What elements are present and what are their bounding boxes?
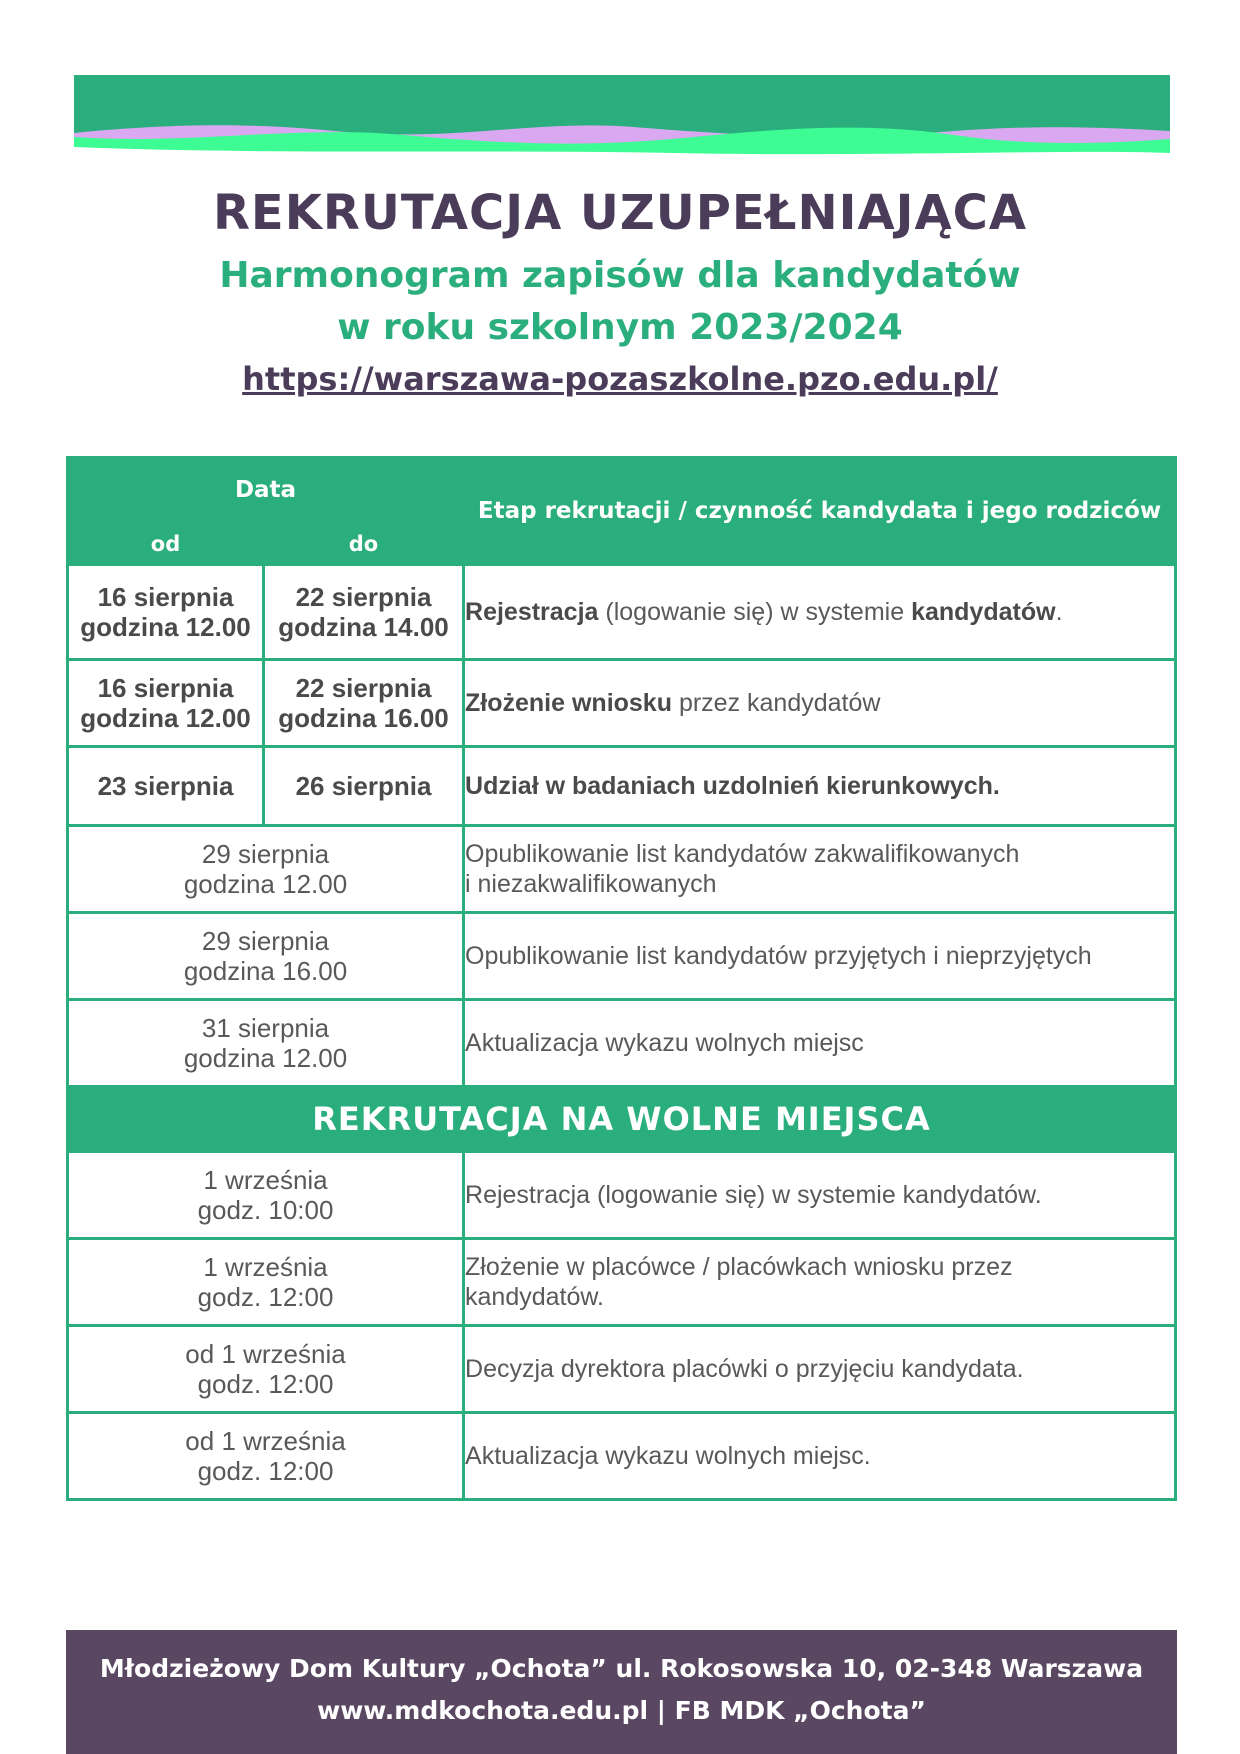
date-time: godzina 16.00 [183, 956, 348, 986]
desc-line: Złożenie w placówce / placówkach wniosku przez [465, 1253, 1013, 1281]
date-day: 23 sierpnia [97, 771, 234, 801]
desc-text: . [1055, 598, 1063, 626]
date-to [264, 747, 464, 826]
desc-line: Opublikowanie list kandydatów zakwalifikowanych [465, 840, 1020, 868]
date-time: godz. 12:00 [197, 1282, 334, 1312]
date-cell [68, 1239, 464, 1326]
registration-url [0, 360, 1240, 398]
subtitle-line-1: Harmonogram zapisów dla kandydatów [219, 255, 1021, 296]
desc-bold: Rejestracja [465, 598, 599, 626]
date-cell [68, 1000, 464, 1087]
date-time: godzina 12.00 [80, 703, 251, 733]
date-time: godz. 10:00 [197, 1195, 334, 1225]
desc-text: (logowanie się) w systemie [598, 598, 912, 626]
header-od: od [68, 523, 264, 565]
date-day: 29 sierpnia [201, 839, 330, 869]
date-time: godzina 16.00 [278, 703, 449, 733]
desc-line: kandydatów. [465, 1283, 605, 1311]
table-row [68, 747, 1176, 826]
schedule-table [66, 456, 1177, 1501]
date-to [264, 660, 464, 747]
desc-bold: Udział w badaniach uzdolnień kierunkowych. [465, 772, 1000, 800]
stage-description [464, 1413, 1176, 1500]
table-row [68, 660, 1176, 747]
stage-description [464, 826, 1176, 913]
stage-description [464, 1239, 1176, 1326]
date-time: godzina 14.00 [278, 612, 449, 642]
date-cell [68, 1326, 464, 1413]
page-subtitle [0, 250, 1240, 354]
stage-description [464, 1000, 1176, 1087]
desc-line: Rejestracja (logowanie się) w systemie kandydatów. [465, 1181, 1042, 1209]
date-time: godz. 12:00 [197, 1456, 334, 1486]
date-day: od 1 września [185, 1339, 346, 1369]
desc-line: Aktualizacja wykazu wolnych miejsc [465, 1029, 864, 1057]
date-day: 26 sierpnia [295, 771, 432, 801]
date-day: od 1 września [185, 1426, 346, 1456]
stage-description [464, 565, 1176, 660]
date-time: godz. 12:00 [197, 1369, 334, 1399]
stage-description [464, 1326, 1176, 1413]
date-cell [68, 1413, 464, 1500]
table-row [68, 1326, 1176, 1413]
subtitle-line-2: w roku szkolnym 2023/2024 [337, 307, 903, 348]
footer-website: www.mdkochota.edu.pl | FB MDK „Ochota” [317, 1696, 926, 1725]
page-title: REKRUTACJA UZUPEŁNIAJĄCA [212, 185, 1028, 241]
date-cell [68, 913, 464, 1000]
date-from [68, 747, 264, 826]
date-time: godzina 12.00 [80, 612, 251, 642]
desc-line: Aktualizacja wykazu wolnych miejsc. [465, 1442, 871, 1470]
header-stage: Etap rekrutacji / czynność kandydata i jego rodziców [464, 458, 1176, 565]
table-row [68, 1000, 1176, 1087]
table-row [68, 1413, 1176, 1500]
desc-bold: kandydatów [911, 598, 1056, 626]
registration-link[interactable]: https://warszawa-pozaszkolne.pzo.edu.pl/ [242, 360, 998, 398]
section-title: REKRUTACJA NA WOLNE MIEJSCA [68, 1087, 1176, 1152]
date-day: 1 września [203, 1165, 328, 1195]
date-day: 31 sierpnia [201, 1013, 330, 1043]
desc-line: i niezakwalifikowanych [465, 870, 717, 898]
footer-address: Młodzieżowy Dom Kultury „Ochota” ul. Rokosowska 10, 02-348 Warszawa [99, 1654, 1144, 1683]
stage-description [464, 660, 1176, 747]
header-wave-banner [74, 75, 1170, 155]
table-row [68, 826, 1176, 913]
date-cell [68, 1152, 464, 1239]
table-row [68, 565, 1176, 660]
stage-description [464, 913, 1176, 1000]
date-day: 16 sierpnia [97, 673, 234, 703]
date-time: godzina 12.00 [183, 1043, 348, 1073]
stage-description [464, 1152, 1176, 1239]
table-row [68, 1152, 1176, 1239]
footer-banner [66, 1630, 1177, 1754]
header-data: Data [68, 458, 464, 523]
desc-line: Decyzja dyrektora placówki o przyjęciu kandydata. [465, 1355, 1024, 1383]
date-from [68, 565, 264, 660]
date-to [264, 565, 464, 660]
table-row [68, 1239, 1176, 1326]
desc-bold: Złożenie wniosku [465, 689, 672, 717]
desc-line: Opublikowanie list kandydatów przyjętych i nieprzyjętych [465, 942, 1092, 970]
date-day: 16 sierpnia [97, 582, 234, 612]
table-row [68, 913, 1176, 1000]
date-day: 22 sierpnia [295, 582, 432, 612]
date-cell [68, 826, 464, 913]
date-day: 22 sierpnia [295, 673, 432, 703]
date-time: godzina 12.00 [183, 869, 348, 899]
header-do: do [264, 523, 464, 565]
date-from [68, 660, 264, 747]
date-day: 1 września [203, 1252, 328, 1282]
desc-text: przez kandydatów [672, 689, 881, 717]
date-day: 29 sierpnia [201, 926, 330, 956]
section-header-row [68, 1087, 1176, 1152]
stage-description [464, 747, 1176, 826]
